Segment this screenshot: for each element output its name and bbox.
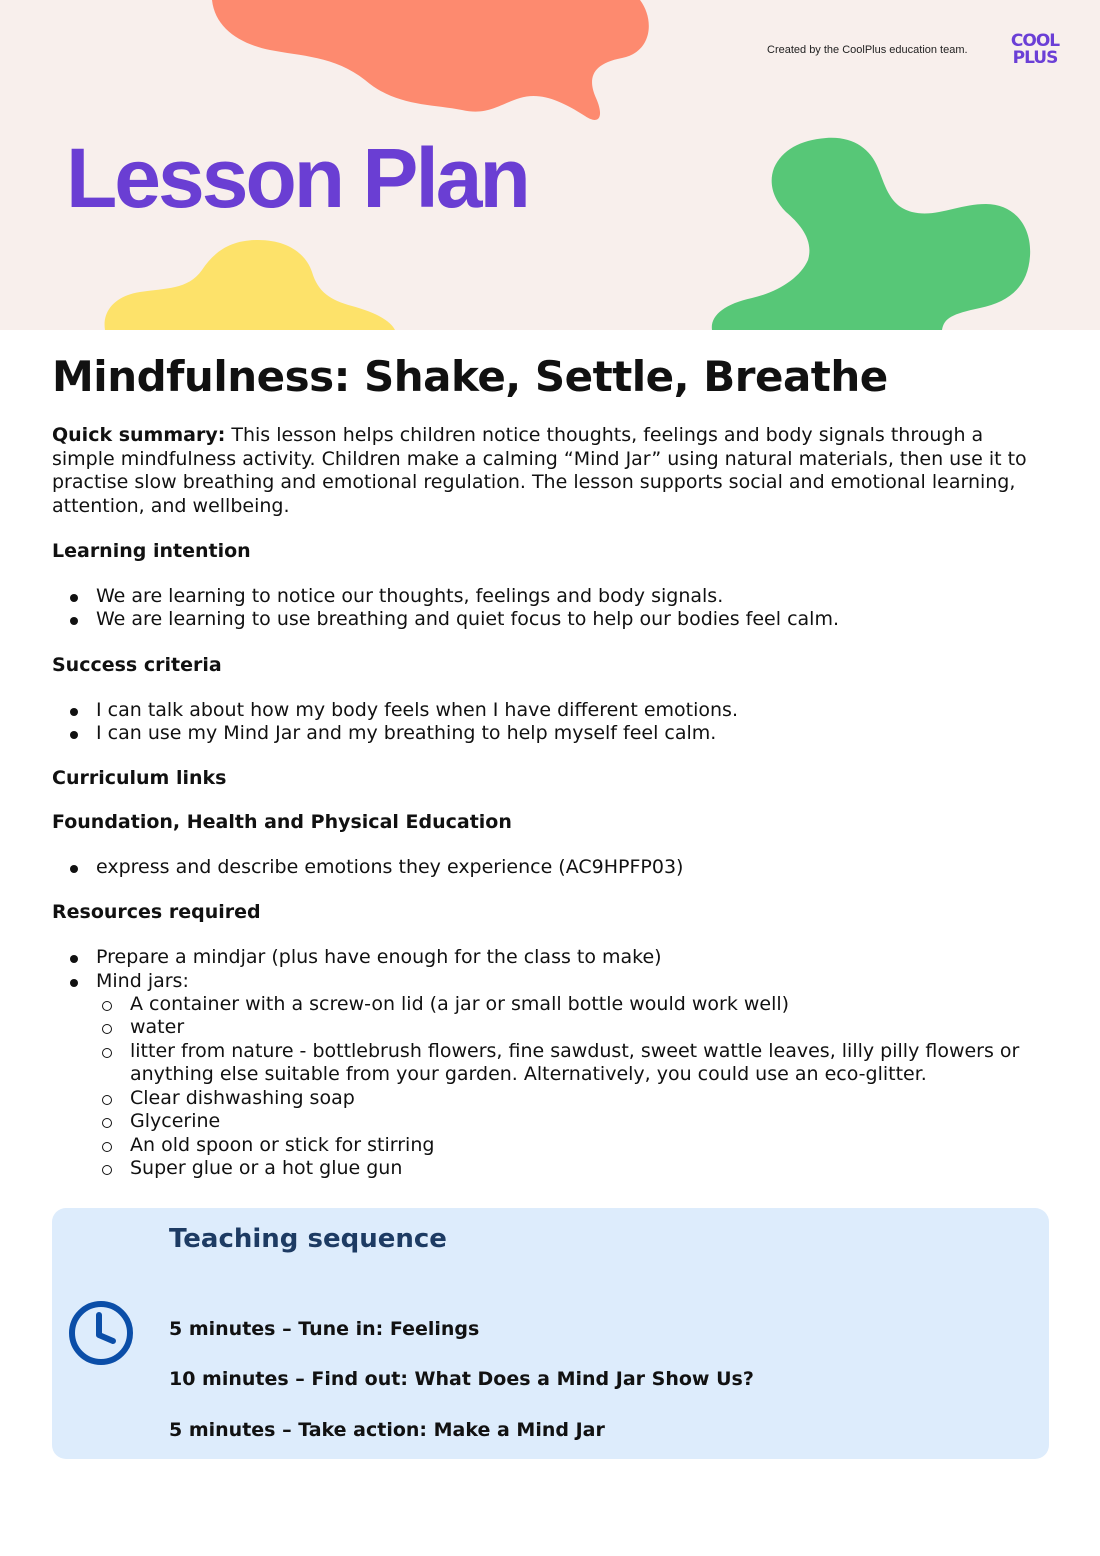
clock-icon bbox=[67, 1299, 135, 1367]
created-by-text: Created by the CoolPlus education team. bbox=[767, 44, 968, 56]
quick-summary bbox=[52, 424, 1042, 518]
list-item: express and describe emotions they experience (AC9HPFP03) bbox=[68, 856, 1052, 879]
learning-intention-heading: Learning intention bbox=[52, 540, 251, 562]
lesson-content bbox=[52, 352, 1052, 1180]
logo-line-1: COOL bbox=[1010, 31, 1060, 51]
sequence-item-tune-in: 5 minutes – Tune in: Feelings bbox=[169, 1318, 480, 1340]
sub-list-item: A container with a screw-on lid (a jar or small bottle would work well) bbox=[102, 993, 1052, 1016]
summary-label: Quick summary: bbox=[52, 424, 226, 446]
header-banner bbox=[0, 0, 1100, 330]
lesson-title: Mindfulness: Shake, Settle, Breathe bbox=[52, 352, 888, 401]
sub-list-item: litter from nature - bottlebrush flowers, fine sawdust, sweet wattle leaves, lilly pilly flowers or anything else suitable from your garden. Alternatively, you could use an eco-glitter. bbox=[102, 1040, 1052, 1087]
coolplus-logo bbox=[1003, 33, 1067, 73]
sub-list-item: water bbox=[102, 1016, 1052, 1039]
resources-list bbox=[68, 946, 1052, 1180]
success-criteria-heading: Success criteria bbox=[52, 653, 222, 676]
teaching-sequence-box bbox=[52, 1208, 1049, 1459]
list-item: I can use my Mind Jar and my breathing to help myself feel calm. bbox=[68, 722, 1052, 745]
learning-intention-list bbox=[68, 585, 1052, 632]
curriculum-list bbox=[68, 856, 1052, 879]
list-item: Prepare a mindjar (plus have enough for the class to make) bbox=[68, 946, 1052, 969]
teaching-sequence-title: Teaching sequence bbox=[169, 1224, 447, 1254]
list-item: I can talk about how my body feels when I have different emotions. bbox=[68, 699, 1052, 722]
logo-line-2: PLUS bbox=[1012, 48, 1058, 68]
summary-text: This lesson helps children notice thoughts, feelings and body signals through a simple mindfulness activity. Children make a calming “Mind Jar” using natural materials, then use it to practise slow breathing and emotional regulation. The lesson supports social and emotional learning, attention, and wellbeing. bbox=[52, 424, 1027, 517]
resources-heading: Resources required bbox=[52, 901, 261, 924]
curriculum-links-heading: Curriculum links bbox=[52, 767, 227, 790]
success-criteria-list bbox=[68, 699, 1052, 746]
sub-list-item: Glycerine bbox=[102, 1110, 1052, 1133]
sub-list-item: Clear dishwashing soap bbox=[102, 1087, 1052, 1110]
list-item bbox=[68, 970, 1052, 1181]
coral-blob bbox=[212, 0, 649, 120]
curriculum-subheading: Foundation, Health and Physical Education bbox=[52, 811, 512, 834]
mind-jars-sublist bbox=[102, 993, 1052, 1180]
green-blob bbox=[712, 138, 1030, 330]
mind-jars-label: Mind jars: bbox=[96, 969, 189, 992]
sub-list-item: Super glue or a hot glue gun bbox=[102, 1157, 1052, 1180]
list-item: We are learning to notice our thoughts, feelings and body signals. bbox=[68, 585, 1052, 608]
sequence-item-take-action: 5 minutes – Take action: Make a Mind Jar bbox=[169, 1419, 605, 1441]
page-title: Lesson Plan bbox=[66, 131, 528, 225]
sub-list-item: An old spoon or stick for stirring bbox=[102, 1134, 1052, 1157]
sequence-item-find-out: 10 minutes – Find out: What Does a Mind Jar Show Us? bbox=[169, 1368, 754, 1390]
yellow-blob bbox=[105, 240, 395, 330]
list-item: We are learning to use breathing and quiet focus to help our bodies feel calm. bbox=[68, 608, 1052, 631]
